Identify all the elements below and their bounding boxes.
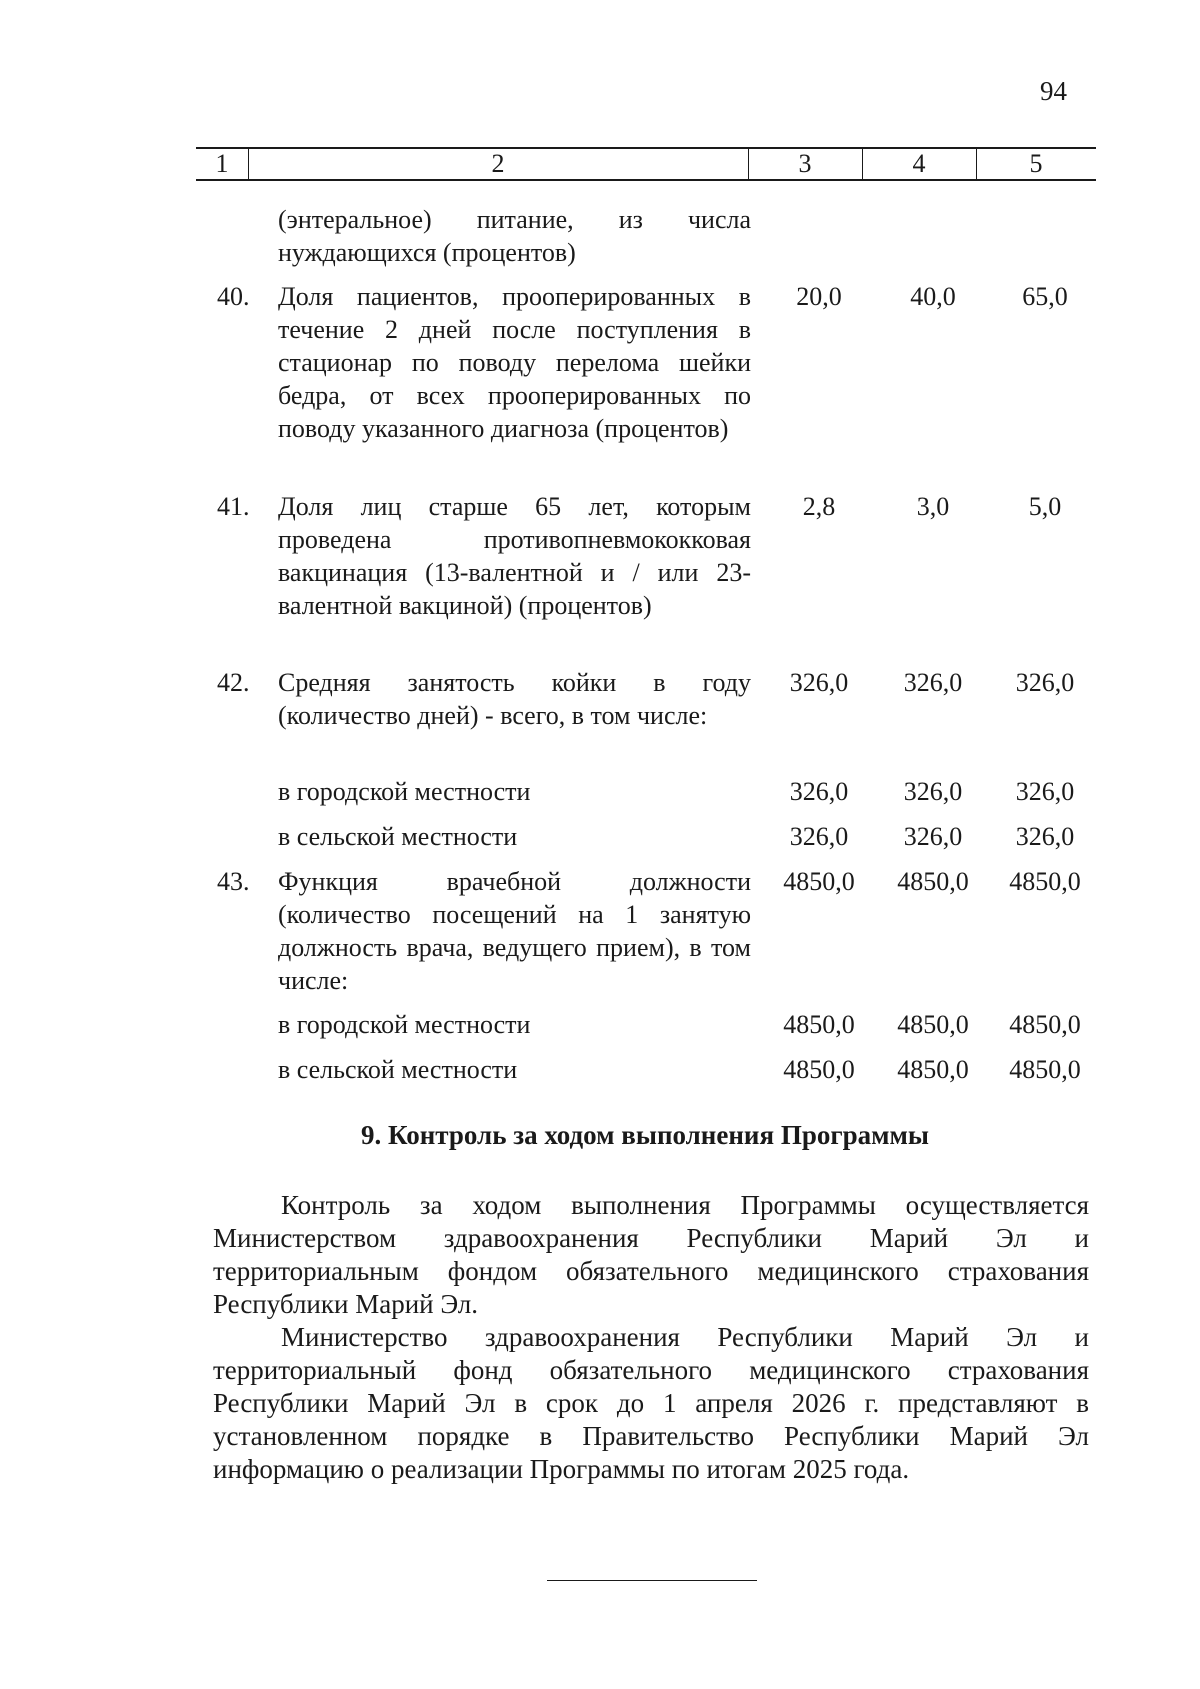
paragraph: Министерство здравоохранения Республики Марий Эл и территориальный фонд обязательного медицинского страхования Республики Марий Эл в срок до 1 апреля 2026 г. представляют в установленном порядке в Правительство Республики Марий Эл информацию о реализации Программы по итогам 2025 года. [213,1322,1089,1484]
row-description: в сельской местности [278,822,518,851]
row-description: в городской местности [278,1010,531,1039]
row-value-col3: 2,8 [802,492,836,521]
table-header [196,147,1096,181]
column-header-1: 1 [215,149,229,178]
row-value-col5: 326,0 [1015,777,1075,806]
paragraph: Контроль за ходом выполнения Программы осуществляется Министерством здравоохранения Республики Марий Эл и территориальным фондом обязательного медицинского страхования Республики Марий Эл. [213,1190,1089,1319]
row-number: 43. [217,867,250,896]
row-description: Средняя занятость койки в году (количество дней) - всего, в том числе: [278,668,751,730]
row-description: в сельской местности [278,1055,518,1084]
row-value-col3: 4850,0 [783,1010,855,1039]
row-value-col3: 326,0 [789,777,849,806]
section-title: 9. Контроль за ходом выполнения Программы [361,1120,929,1150]
row-description: Доля лиц старше 65 лет, которым проведена противопневмококковая вакцинация (13-валентной и / или 23-валентной вакциной) (процентов) [278,492,751,620]
row-value-col3: 4850,0 [783,1055,855,1084]
row-value-col5: 326,0 [1015,668,1075,697]
row-value-col5: 4850,0 [1009,867,1081,896]
row-value-col3: 20,0 [796,282,842,311]
row-value-col5: 326,0 [1015,822,1075,851]
row-description: Функция врачебной должности (количество посещений на 1 занятую должность врача, ведущего прием), в том числе: [278,867,751,995]
row-value-col5: 65,0 [1022,282,1068,311]
column-header-4: 4 [912,149,926,178]
row-description: в городской местности [278,777,531,806]
row-number: 40. [217,282,250,311]
row-value-col4: 326,0 [903,668,963,697]
row-number: 41. [217,492,250,521]
row-value-col4: 40,0 [910,282,956,311]
row-value-col3: 326,0 [789,822,849,851]
row-value-col4: 326,0 [903,822,963,851]
page-number: 94 [1040,76,1067,106]
row-value-col5: 4850,0 [1009,1055,1081,1084]
row-value-col4: 326,0 [903,777,963,806]
row-description: (энтеральное) питание, из числа нуждающихся (процентов) [278,205,751,267]
row-description: Доля пациентов, прооперированных в течение 2 дней после поступления в стационар по поводу перелома шейки бедра, от всех прооперированных по поводу указанного диагноза (процентов) [278,282,751,443]
row-value-col4: 4850,0 [897,1055,969,1084]
row-value-col5: 4850,0 [1009,1010,1081,1039]
row-value-col3: 4850,0 [783,867,855,896]
row-value-col5: 5,0 [1028,492,1062,521]
row-number: 42. [217,668,250,697]
row-value-col3: 326,0 [789,668,849,697]
row-value-col4: 4850,0 [897,1010,969,1039]
end-of-document-rule [547,1580,757,1581]
row-value-col4: 4850,0 [897,867,969,896]
column-header-3: 3 [798,149,812,178]
column-header-2: 2 [491,149,505,178]
column-header-5: 5 [1029,149,1043,178]
row-value-col4: 3,0 [916,492,950,521]
